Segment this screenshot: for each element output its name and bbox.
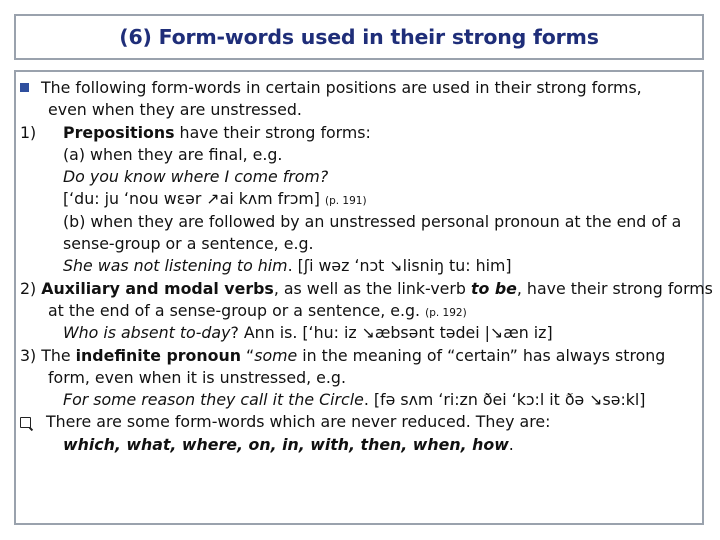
square-bullet-icon: [20, 83, 29, 92]
last-bullet-line-1: There are some form-words which are never reduced. They are:: [16, 411, 704, 433]
checkbox-bullet-icon: [20, 417, 31, 428]
section-1-example-2: She was not listening to him. [ʃi wəz ʻnɔt ↘lisniŋ tu: him]: [63, 256, 512, 276]
section-1-b-line-1: (b) when they are followed by an unstressed personal pronoun at the end of a: [63, 211, 682, 231]
section-3-line-2: form, even when it is unstressed, e.g.: [48, 367, 346, 387]
section-1-transcription: [ʻdu: ju ʻnou wɛər ↗ai kʌm frɔm] (p. 191): [63, 189, 367, 209]
content-box: [14, 70, 713, 525]
section-1-b-line-2: sense-group or a sentence, e.g.: [63, 234, 314, 254]
page-ref: (p. 192): [425, 306, 467, 319]
section-3-example: For some reason they call it the Circle. [fə sʌm ʻri:zn ðei ʻkɔ:l it ðə ↘sə:kl]: [63, 390, 646, 410]
page-ref: (p. 191): [324, 195, 367, 208]
section-1-heading: 1) Prepositions have their strong forms:: [20, 122, 371, 142]
section-1-example: Do you know where I come from?: [63, 167, 329, 187]
term-auxiliary-modal: Auxiliary and modal verbs: [41, 278, 274, 298]
term-prepositions: Prepositions: [63, 122, 175, 142]
title-box: [14, 14, 704, 60]
section-1-a: (a) when they are final, e.g.: [63, 144, 283, 164]
section-2-heading: 2) Auxiliary and modal verbs, as well as the link-verb to be, have their strong forms: [20, 278, 713, 298]
last-bullet-words: which, what, where, on, in, with, then, when, how.: [63, 434, 514, 454]
term-indefinite-pronoun: indefinite pronoun: [75, 345, 241, 365]
slide-title: (6) Form-words used in their strong forms: [119, 25, 599, 49]
section-2-line-2: at the end of a sense-group or a sentence, e.g. (p. 192): [48, 300, 467, 320]
content-text: [16, 77, 713, 456]
term-to-be: to be: [470, 278, 517, 298]
intro-line-2: even when they are unstressed.: [48, 100, 302, 120]
intro-line-1: The following form-words in certain positions are used in their strong forms,: [16, 77, 704, 99]
section-2-example: Who is absent to-day? Ann is. [ʻhu: iz ↘æbsənt tədei |↘æn iz]: [63, 323, 553, 343]
section-3-heading: 3) The indefinite pronoun “some in the meaning of “certain” has always strong: [20, 345, 666, 365]
